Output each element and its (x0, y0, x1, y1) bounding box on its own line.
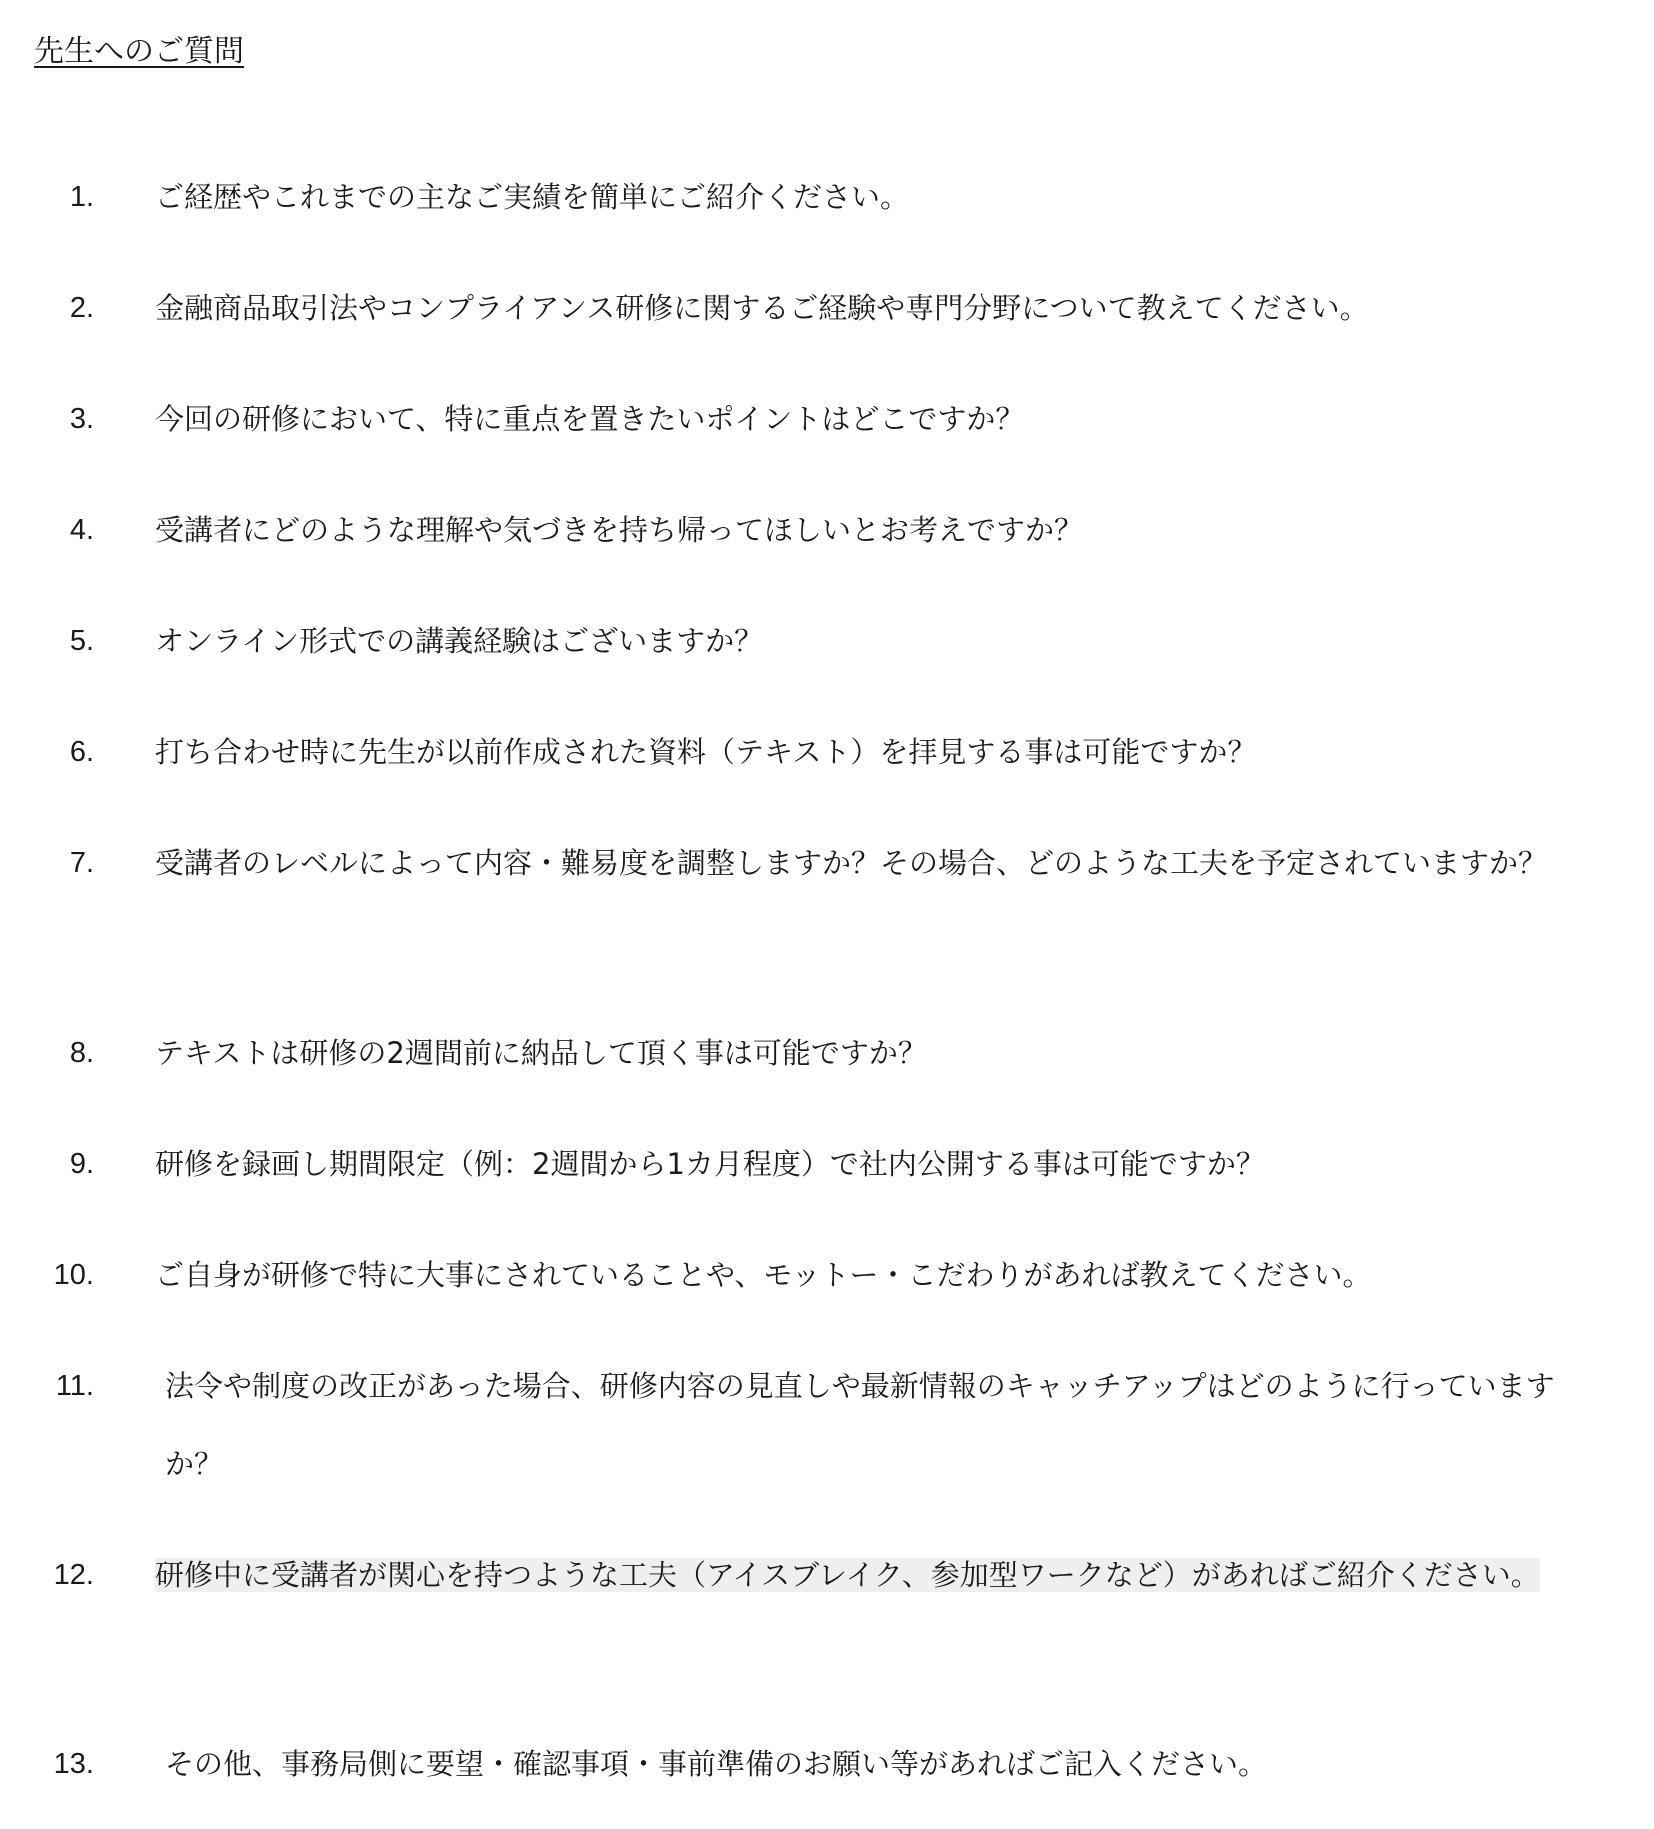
question-text: テキストは研修の2週間前に納品して頂く事は可能ですか？ (155, 1036, 927, 1070)
question-number: 6. (69, 736, 94, 768)
question-number: 3. (69, 403, 94, 435)
question-text (155, 1536, 1565, 1614)
question-text: オンライン形式での講義経験はございますか？ (155, 624, 764, 658)
question-number: 8. (69, 1037, 94, 1069)
question-number: 12. (53, 1559, 94, 1591)
highlighted-question-text: 研修中に受講者が関心を持つような工夫（アイスブレイク、参加型ワークなど）があればご紹介ください。 (155, 1558, 1540, 1592)
question-number: 7. (69, 847, 94, 879)
question-text: 打ち合わせ時に先生が以前作成された資料（テキスト）を拝見する事は可能ですか？ (155, 735, 1257, 769)
document-title: 先生へのご質問 (34, 34, 244, 69)
question-text: 法令や制度の改正があった場合、研修内容の見直しや最新情報のキャッチアップはどのように行っていますか？ (165, 1369, 1555, 1481)
question-number: 4. (69, 514, 94, 546)
question-text: 今回の研修において、特に重点を置きたいポイントはどこですか？ (155, 402, 1025, 436)
question-number: 2. (69, 292, 94, 324)
question-number: 11. (55, 1370, 94, 1402)
question-number: 5. (69, 625, 94, 657)
question-text: 受講者のレベルによって内容・難易度を調整しますか？その場合、どのような工夫を予定されていますか？ (155, 846, 1548, 880)
question-number: 10. (53, 1259, 94, 1291)
question-text: その他、事務局側に要望・確認事項・事前準備のお願い等があればご記入ください。 (165, 1747, 1268, 1781)
question-text: 研修を録画し期間限定（例：2週間から1カ月程度）で社内公開する事は可能ですか？ (155, 1147, 1265, 1181)
question-text: ご経歴やこれまでの主なご実績を簡単にご紹介ください。 (155, 180, 910, 214)
question-text: 金融商品取引法やコンプライアンス研修に関するご経験や専門分野について教えてください。 (155, 291, 1369, 325)
question-text: 受講者にどのような理解や気づきを持ち帰ってほしいとお考えですか？ (155, 513, 1084, 547)
question-number: 9. (69, 1148, 94, 1180)
question-text: ご自身が研修で特に大事にされていることや、モットー・こだわりがあれば教えてください。 (155, 1258, 1372, 1292)
question-number: 13. (53, 1748, 94, 1780)
question-number: 1. (69, 181, 94, 213)
